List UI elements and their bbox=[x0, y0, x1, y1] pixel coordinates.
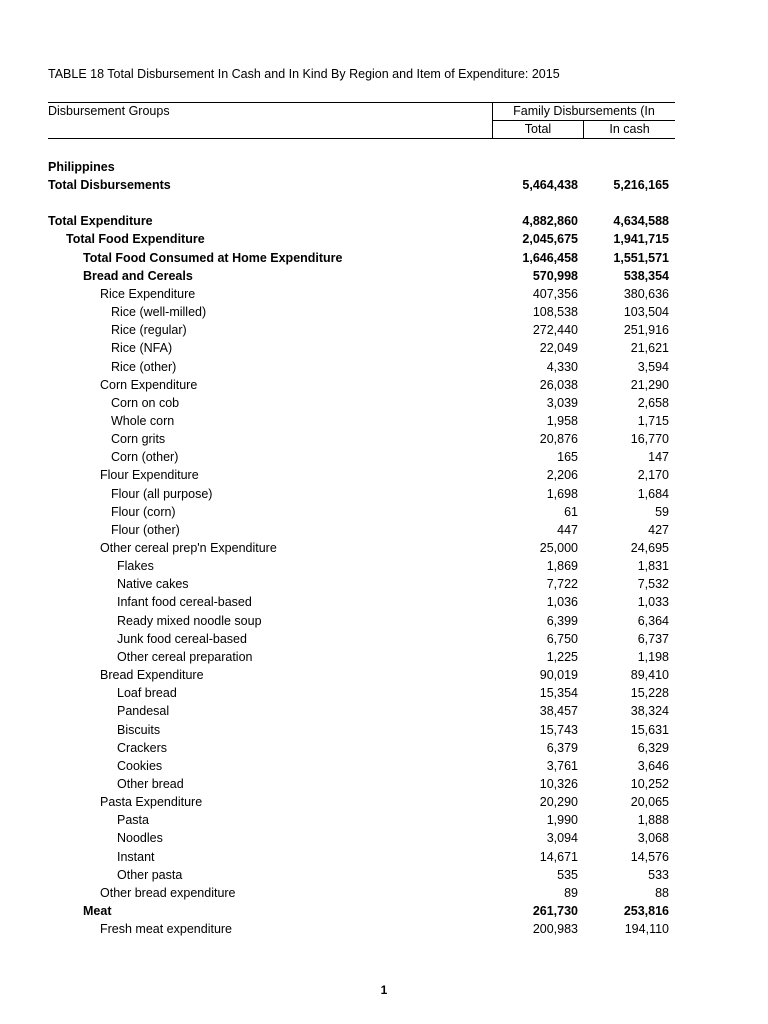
row-label: Bread and Cereals bbox=[83, 268, 193, 283]
table-row bbox=[0, 848, 768, 866]
row-in-cash-value: 21,621 bbox=[630, 341, 669, 356]
row-in-cash-value: 10,252 bbox=[630, 776, 669, 791]
row-in-cash-value: 3,646 bbox=[637, 758, 669, 773]
row-total-value: 6,379 bbox=[546, 740, 578, 755]
row-label: Corn grits bbox=[111, 432, 166, 447]
table-title: TABLE 18 Total Disbursement In Cash and In Kind By Region and Item of Expenditure: 2015 bbox=[48, 67, 560, 81]
row-label: Other pasta bbox=[117, 867, 183, 882]
row-in-cash-value: 253,816 bbox=[623, 904, 669, 918]
row-total-value: 26,038 bbox=[539, 377, 578, 392]
row-label: Philippines bbox=[48, 160, 115, 174]
row-label: Noodles bbox=[117, 831, 163, 846]
table-row bbox=[0, 557, 768, 575]
row-total-value: 535 bbox=[557, 867, 578, 882]
row-total-value: 4,330 bbox=[546, 359, 578, 374]
row-in-cash-value: 5,216,165 bbox=[613, 178, 669, 193]
row-total-value: 200,983 bbox=[532, 922, 578, 937]
row-total-value: 14,671 bbox=[539, 849, 578, 864]
row-total-value: 7,722 bbox=[546, 577, 578, 592]
table-row bbox=[0, 303, 768, 321]
row-label: Rice (regular) bbox=[111, 323, 187, 338]
row-total-value: 1,958 bbox=[546, 413, 578, 428]
row-in-cash-value: 3,068 bbox=[637, 831, 669, 846]
row-in-cash-value: 1,033 bbox=[637, 595, 669, 610]
row-in-cash-value: 7,532 bbox=[637, 577, 669, 592]
row-label: Flakes bbox=[117, 559, 154, 574]
table-row bbox=[0, 739, 768, 757]
table-row bbox=[0, 267, 768, 285]
row-total-value: 5,464,438 bbox=[522, 178, 578, 193]
column-header-total: Total bbox=[524, 122, 552, 136]
table-row bbox=[0, 285, 768, 303]
column-header-groups: Disbursement Groups bbox=[48, 104, 170, 118]
table-row bbox=[0, 920, 768, 938]
table-row bbox=[0, 412, 768, 430]
row-label: Rice (NFA) bbox=[111, 341, 173, 356]
row-in-cash-value: 21,290 bbox=[630, 377, 669, 392]
row-total-value: 165 bbox=[557, 450, 578, 465]
row-in-cash-value: 533 bbox=[648, 867, 669, 882]
table-row bbox=[0, 212, 768, 230]
row-in-cash-value: 1,941,715 bbox=[613, 232, 669, 247]
table-row bbox=[0, 321, 768, 339]
row-label: Rice Expenditure bbox=[100, 286, 196, 301]
row-in-cash-value: 6,364 bbox=[637, 613, 669, 628]
row-in-cash-value: 1,715 bbox=[637, 413, 669, 428]
column-header-family: Family Disbursements (In bbox=[513, 104, 655, 118]
row-in-cash-value: 38,324 bbox=[630, 704, 669, 719]
row-in-cash-value: 15,631 bbox=[630, 722, 669, 737]
row-label: Ready mixed noodle soup bbox=[117, 613, 262, 628]
row-label: Flour (corn) bbox=[111, 504, 176, 519]
table-row bbox=[0, 721, 768, 739]
table-row bbox=[0, 376, 768, 394]
row-total-value: 1,036 bbox=[546, 595, 578, 610]
row-in-cash-value: 380,636 bbox=[623, 286, 669, 301]
row-label: Instant bbox=[117, 849, 155, 864]
table-row bbox=[0, 485, 768, 503]
row-in-cash-value: 251,916 bbox=[623, 323, 669, 338]
table-row bbox=[0, 793, 768, 811]
row-total-value: 61 bbox=[564, 504, 578, 519]
table-row bbox=[0, 630, 768, 648]
row-total-value: 1,698 bbox=[546, 486, 578, 501]
row-total-value: 1,990 bbox=[546, 813, 578, 828]
table-row bbox=[0, 902, 768, 920]
row-total-value: 15,354 bbox=[539, 686, 578, 701]
row-in-cash-value: 1,888 bbox=[637, 813, 669, 828]
row-label: Native cakes bbox=[117, 577, 189, 592]
row-label: Biscuits bbox=[117, 722, 161, 737]
row-label: Crackers bbox=[117, 740, 168, 755]
row-total-value: 10,326 bbox=[539, 776, 578, 791]
row-total-value: 272,440 bbox=[532, 323, 578, 338]
row-total-value: 38,457 bbox=[539, 704, 578, 719]
row-label: Total Food Expenditure bbox=[66, 232, 205, 247]
row-total-value: 570,998 bbox=[532, 268, 578, 283]
row-total-value: 6,399 bbox=[546, 613, 578, 628]
table-row bbox=[0, 503, 768, 521]
row-label: Flour (all purpose) bbox=[111, 486, 213, 501]
row-total-value: 15,743 bbox=[539, 722, 578, 737]
table-row bbox=[0, 539, 768, 557]
row-total-value: 3,039 bbox=[546, 395, 578, 410]
row-in-cash-value: 103,504 bbox=[623, 305, 669, 320]
table-row bbox=[0, 866, 768, 884]
table-row bbox=[0, 593, 768, 611]
row-in-cash-value: 16,770 bbox=[630, 432, 669, 447]
table-row bbox=[0, 666, 768, 684]
row-label: Meat bbox=[83, 904, 112, 918]
row-label: Pandesal bbox=[117, 704, 170, 719]
table-row bbox=[0, 158, 768, 176]
table-row bbox=[0, 775, 768, 793]
row-label: Total Disbursements bbox=[48, 178, 171, 193]
row-in-cash-value: 6,329 bbox=[637, 740, 669, 755]
table-row bbox=[0, 521, 768, 539]
row-total-value: 2,045,675 bbox=[522, 232, 578, 247]
row-in-cash-value: 2,658 bbox=[637, 395, 669, 410]
table-row bbox=[0, 612, 768, 630]
row-total-value: 89 bbox=[564, 885, 578, 900]
row-label: Whole corn bbox=[111, 413, 175, 428]
row-label: Total Food Consumed at Home Expenditure bbox=[83, 250, 343, 265]
row-label: Cookies bbox=[117, 758, 163, 773]
row-total-value: 1,225 bbox=[546, 649, 578, 664]
row-total-value: 407,356 bbox=[532, 286, 578, 301]
row-in-cash-value: 1,551,571 bbox=[613, 250, 669, 265]
row-in-cash-value: 147 bbox=[648, 450, 669, 465]
row-total-value: 25,000 bbox=[539, 541, 578, 555]
row-in-cash-value: 2,170 bbox=[637, 468, 669, 483]
table-row bbox=[0, 394, 768, 412]
row-in-cash-value: 4,634,588 bbox=[613, 214, 669, 229]
row-label: Other bread bbox=[117, 776, 184, 791]
table-row bbox=[0, 176, 768, 194]
row-label: Fresh meat expenditure bbox=[100, 922, 233, 937]
row-total-value: 90,019 bbox=[539, 668, 578, 683]
page-number: 1 bbox=[380, 983, 388, 997]
table-row bbox=[0, 884, 768, 902]
table-row bbox=[0, 230, 768, 248]
row-in-cash-value: 59 bbox=[655, 504, 669, 519]
row-label: Total Expenditure bbox=[48, 214, 153, 229]
table-row bbox=[0, 466, 768, 484]
table-row bbox=[0, 448, 768, 466]
row-total-value: 1,869 bbox=[546, 559, 578, 574]
column-header-in-cash: In cash bbox=[609, 122, 650, 136]
table-row bbox=[0, 829, 768, 847]
row-label: Rice (well-milled) bbox=[111, 305, 207, 320]
table-row bbox=[0, 702, 768, 720]
row-label: Corn on cob bbox=[111, 395, 180, 410]
row-in-cash-value: 1,831 bbox=[637, 559, 669, 574]
table-row bbox=[0, 811, 768, 829]
row-in-cash-value: 14,576 bbox=[630, 849, 669, 864]
row-label: Other cereal prep'n Expenditure bbox=[100, 541, 277, 555]
row-label: Corn Expenditure bbox=[100, 377, 198, 392]
row-in-cash-value: 6,737 bbox=[637, 631, 669, 646]
table-row bbox=[0, 684, 768, 702]
row-total-value: 6,750 bbox=[546, 631, 578, 646]
row-total-value: 4,882,860 bbox=[522, 214, 578, 229]
row-label: Pasta Expenditure bbox=[100, 795, 203, 810]
row-label: Bread Expenditure bbox=[100, 668, 204, 683]
row-label: Infant food cereal-based bbox=[117, 595, 252, 610]
row-in-cash-value: 15,228 bbox=[630, 686, 669, 701]
row-total-value: 20,290 bbox=[539, 795, 578, 810]
table-row bbox=[0, 249, 768, 267]
row-total-value: 3,094 bbox=[546, 831, 578, 846]
row-in-cash-value: 427 bbox=[648, 522, 669, 537]
row-total-value: 108,538 bbox=[532, 305, 578, 320]
header-top-rule bbox=[48, 102, 675, 103]
row-in-cash-value: 538,354 bbox=[623, 268, 669, 283]
row-in-cash-value: 88 bbox=[655, 885, 669, 900]
row-label: Loaf bread bbox=[117, 686, 177, 701]
row-in-cash-value: 3,594 bbox=[637, 359, 669, 374]
row-label: Other cereal preparation bbox=[117, 649, 253, 664]
row-total-value: 3,761 bbox=[546, 758, 578, 773]
row-in-cash-value: 1,684 bbox=[637, 486, 669, 501]
header-bottom-rule bbox=[48, 138, 675, 139]
row-total-value: 20,876 bbox=[539, 432, 578, 447]
table-row bbox=[0, 430, 768, 448]
row-label: Other bread expenditure bbox=[100, 885, 236, 900]
table-row bbox=[0, 757, 768, 775]
row-total-value: 2,206 bbox=[546, 468, 578, 483]
row-in-cash-value: 24,695 bbox=[630, 541, 669, 555]
row-label: Pasta bbox=[117, 813, 149, 828]
row-label: Corn (other) bbox=[111, 450, 179, 465]
row-total-value: 22,049 bbox=[539, 341, 578, 356]
row-total-value: 447 bbox=[557, 522, 578, 537]
row-total-value: 1,646,458 bbox=[522, 250, 578, 265]
table-row bbox=[0, 339, 768, 357]
table-row bbox=[0, 358, 768, 376]
row-in-cash-value: 89,410 bbox=[630, 668, 669, 683]
row-label: Junk food cereal-based bbox=[117, 631, 247, 646]
table-row bbox=[0, 575, 768, 593]
table-row bbox=[0, 648, 768, 666]
row-label: Rice (other) bbox=[111, 359, 177, 374]
row-total-value: 261,730 bbox=[532, 904, 578, 918]
row-in-cash-value: 20,065 bbox=[630, 795, 669, 810]
row-in-cash-value: 194,110 bbox=[624, 922, 669, 937]
row-label: Flour Expenditure bbox=[100, 468, 199, 483]
row-label: Flour (other) bbox=[111, 522, 180, 537]
row-in-cash-value: 1,198 bbox=[637, 649, 669, 664]
